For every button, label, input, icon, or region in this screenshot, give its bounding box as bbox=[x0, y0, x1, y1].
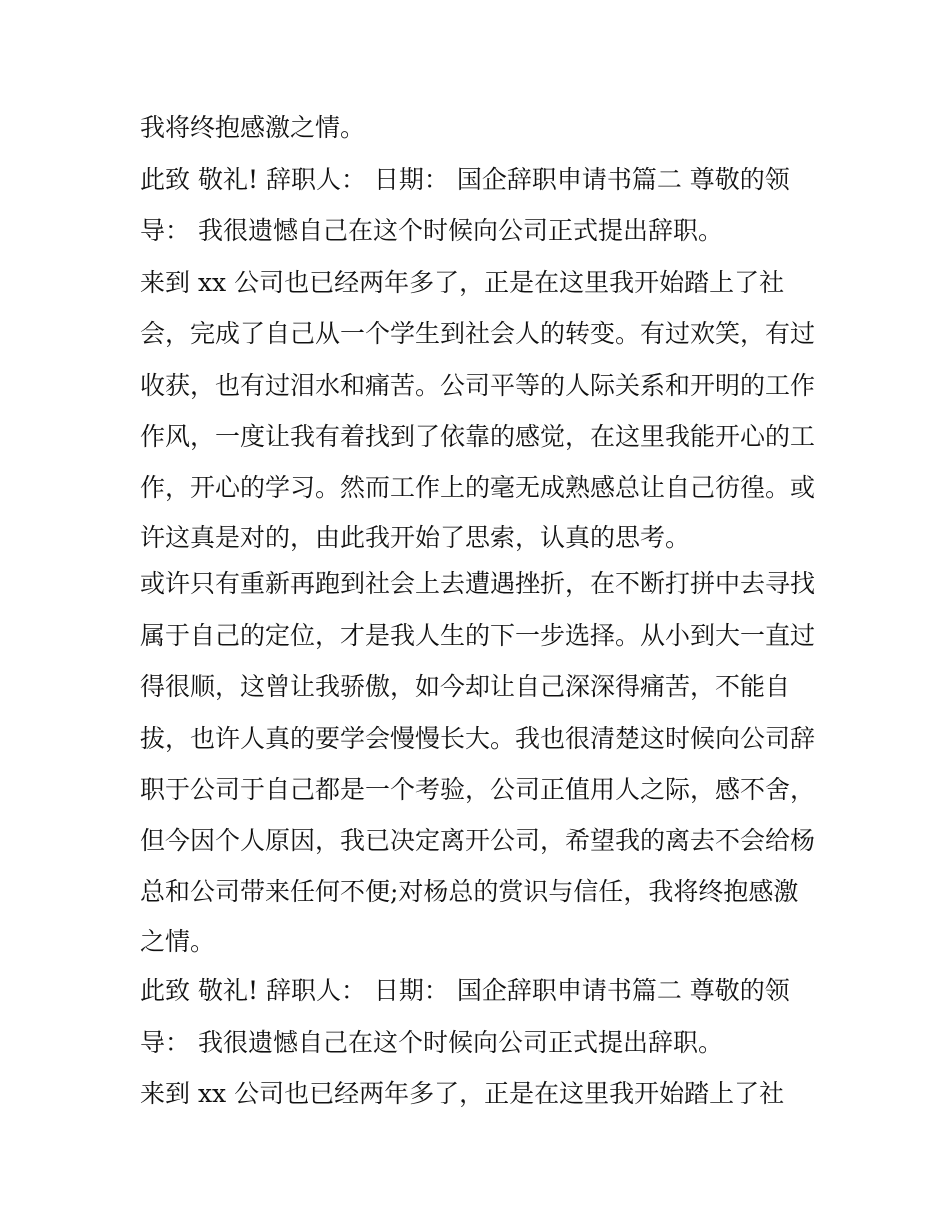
text-line: 导： 我很遗憾自己在这个时候向公司正式提出辞职。 bbox=[140, 1028, 723, 1057]
text-line: 收获，也有过泪水和痛苦。公司平等的人际关系和开明的工作 bbox=[140, 371, 816, 400]
text-line: 此致 敬礼! 辞职人： 日期： 国企辞职申请书篇二 尊敬的领 bbox=[140, 165, 790, 194]
text-line: 职于公司于自己都是一个考验，公司正值用人之际，感不舍， bbox=[140, 775, 816, 804]
text-line: 拔，也许人真的要学会慢慢长大。我也很清楚这时候向公司辞 bbox=[140, 724, 816, 753]
text-line: 此致 敬礼! 辞职人： 日期： 国企辞职申请书篇二 尊敬的领 bbox=[140, 976, 790, 1005]
text-line: 得很顺，这曾让我骄傲，如今却让自己深深得痛苦，不能自 bbox=[140, 672, 791, 701]
text-line: 我将终抱感激之情。 bbox=[140, 113, 366, 142]
text-line: 导： 我很遗憾自己在这个时候向公司正式提出辞职。 bbox=[140, 216, 723, 245]
text-line: 作，开心的学习。然而工作上的毫无成熟感总让自己彷徨。或 bbox=[140, 473, 816, 502]
text-line: 来到 xx 公司也已经两年多了，正是在这里我开始踏上了社 bbox=[140, 268, 785, 297]
text-line: 属于自己的定位，才是我人生的下一步选择。从小到大一直过 bbox=[140, 621, 816, 650]
text-line: 会，完成了自己从一个学生到社会人的转变。有过欢笑，有过 bbox=[140, 319, 816, 348]
text-line: 作风，一度让我有着找到了依靠的感觉，在这里我能开心的工 bbox=[140, 422, 816, 451]
text-line: 或许只有重新再跑到社会上去遭遇挫折，在不断打拼中去寻找 bbox=[140, 569, 816, 598]
text-line: 之情。 bbox=[140, 927, 216, 956]
text-line: 来到 xx 公司也已经两年多了，正是在这里我开始踏上了社 bbox=[140, 1079, 785, 1108]
text-line: 总和公司带来任何不便;对杨总的赏识与信任，我将终抱感激 bbox=[140, 877, 799, 906]
text-line: 许这真是对的，由此我开始了思索，认真的思考。 bbox=[140, 523, 691, 552]
text-line: 但今因个人原因，我已决定离开公司，希望我的离去不会给杨 bbox=[140, 826, 816, 855]
